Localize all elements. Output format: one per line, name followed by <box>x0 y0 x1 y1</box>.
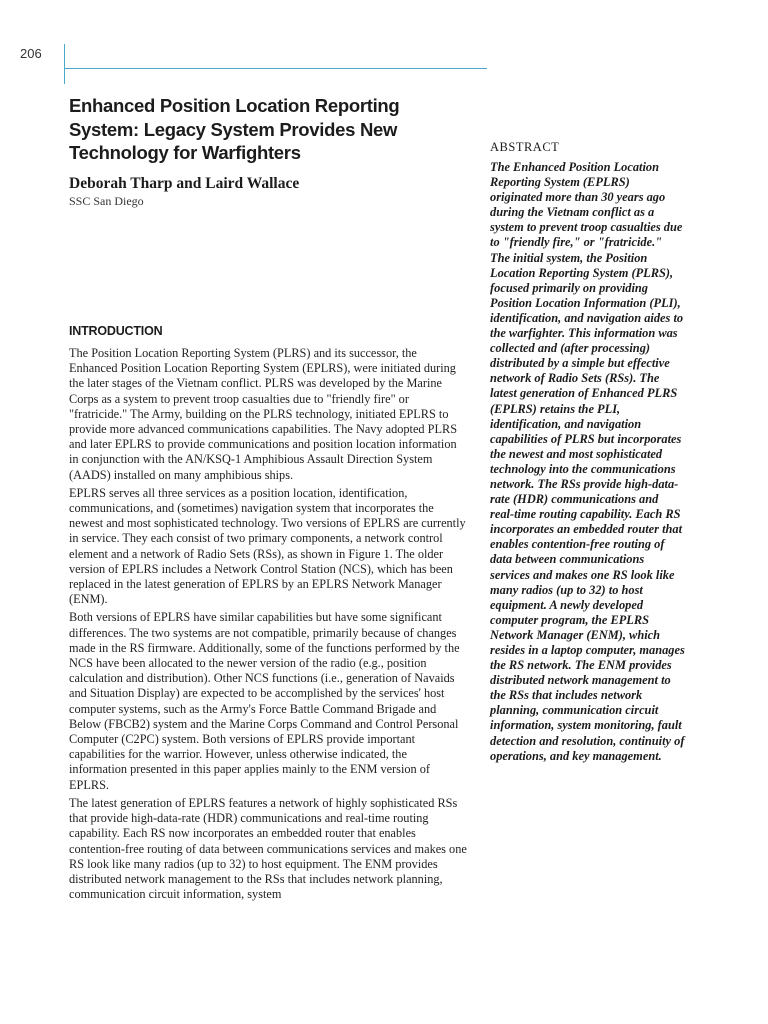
page-number: 206 <box>20 46 42 61</box>
header-horizontal-rule <box>64 68 487 69</box>
header-vertical-rule <box>64 44 65 84</box>
article-authors: Deborah Tharp and Laird Wallace <box>69 175 300 192</box>
introduction-body <box>69 346 467 905</box>
intro-paragraph-3: Both versions of EPLRS have similar capabilities but have some significant differences. The two systems are not compatible, primarily because of changes made in the RS firmware. Additionally, some of the functions performed by the NCS have been allocated to the newer version of the radio (e.g., position calculation and distribution). Other NCS functions (i.e., generation of Navaids and Situation Display) are expected to be accomplished by the services' host computer systems, such as the Army's Force Battle Command Brigade and Below (FBCB2) system and the Marine Corps Command and Control Personal Computer (C2PC) system. Both versions of EPLRS provide important capabilities for the warrior. However, unless otherwise indicated, the information presented in this paper applies mainly to the ENM version of EPLRS. <box>69 610 460 792</box>
article-title: Enhanced Position Location Reporting System: Legacy System Provides New Technology for Warfighters <box>69 95 400 163</box>
intro-paragraph-2: EPLRS serves all three services as a position location, identification, communications, and (sometimes) navigation system that incorporates the newest and most sophisticated technology. Two versions of EPLRS are currently in service. They each consist of two primary components, a network control element and a network of Radio Sets (RSs), as shown in Figure 1. The older version of EPLRS includes a Network Control Station (NCS), which has been replaced in the latest generation of EPLRS by an EPLRS Network Manager (ENM). <box>69 485 466 607</box>
intro-paragraph-1: The Position Location Reporting System (PLRS) and its successor, the Enhanced Position Location Reporting System (EPLRS), were initiated during the later stages of the Vietnam conflict. PLRS was developed by the Marine Corps as a system to prevent troop casualties due to "friendly fire" or "fratricide." The Army, building on the PLRS technology, initiated EPLRS to provide more advanced communications capabilities. The Navy adopted PLRS and later EPLRS to provide communications and position location information in conjunction with the AN/KSQ-1 Amphibious Assault Direction System (AADS) installed on many amphibious ships. <box>69 346 458 482</box>
author-affiliation: SSC San Diego <box>69 194 144 208</box>
intro-paragraph-4: The latest generation of EPLRS features a network of highly sophisticated RSs that provide high-data-rate (HDR) communications and real-time routing capability. Each RS now incorporates an embedded router that enables contention-free routing of data between communications services and makes one RS look like many radios (up to 32) to host equipment. The ENM provides distributed network management to the RSs that includes network planning, communication circuit information, system <box>69 795 467 902</box>
abstract-label: ABSTRACT <box>490 140 560 154</box>
introduction-heading: INTRODUCTION <box>69 324 163 338</box>
abstract-text: The Enhanced Position Location Reporting System (EPLRS) originated more than 30 years ago during the Vietnam conflict as a system to prevent troop casualties due to "friendly fire," or "fratricide." The initial system, the Position Location Reporting System (PLRS), focused primarily on providing Position Location Information (PLI), identification, and navigation aides to the warfighter. This information was collected and (after processing) distributed by a simple but effective network of Radio Sets (RSs). The latest generation of Enhanced PLRS (EPLRS) retains the PLI, identification, and navigation capabilities of PLRS but incorporates the newest and most sophisticated technology into the communications network. The RSs provide high-data-rate (HDR) communications and real-time routing capability. Each RS incorporates an embedded router that enables contention-free routing of data between communications services and makes one RS look like many radios (up to 32) to host equipment. A newly developed computer program, the EPLRS Network Manager (ENM), which resides in a laptop computer, manages the RS network. The ENM provides distributed network management to the RSs that includes network planning, communication circuit information, system monitoring, fault detection and resolution, continuity of operations, and key management. <box>490 160 685 763</box>
